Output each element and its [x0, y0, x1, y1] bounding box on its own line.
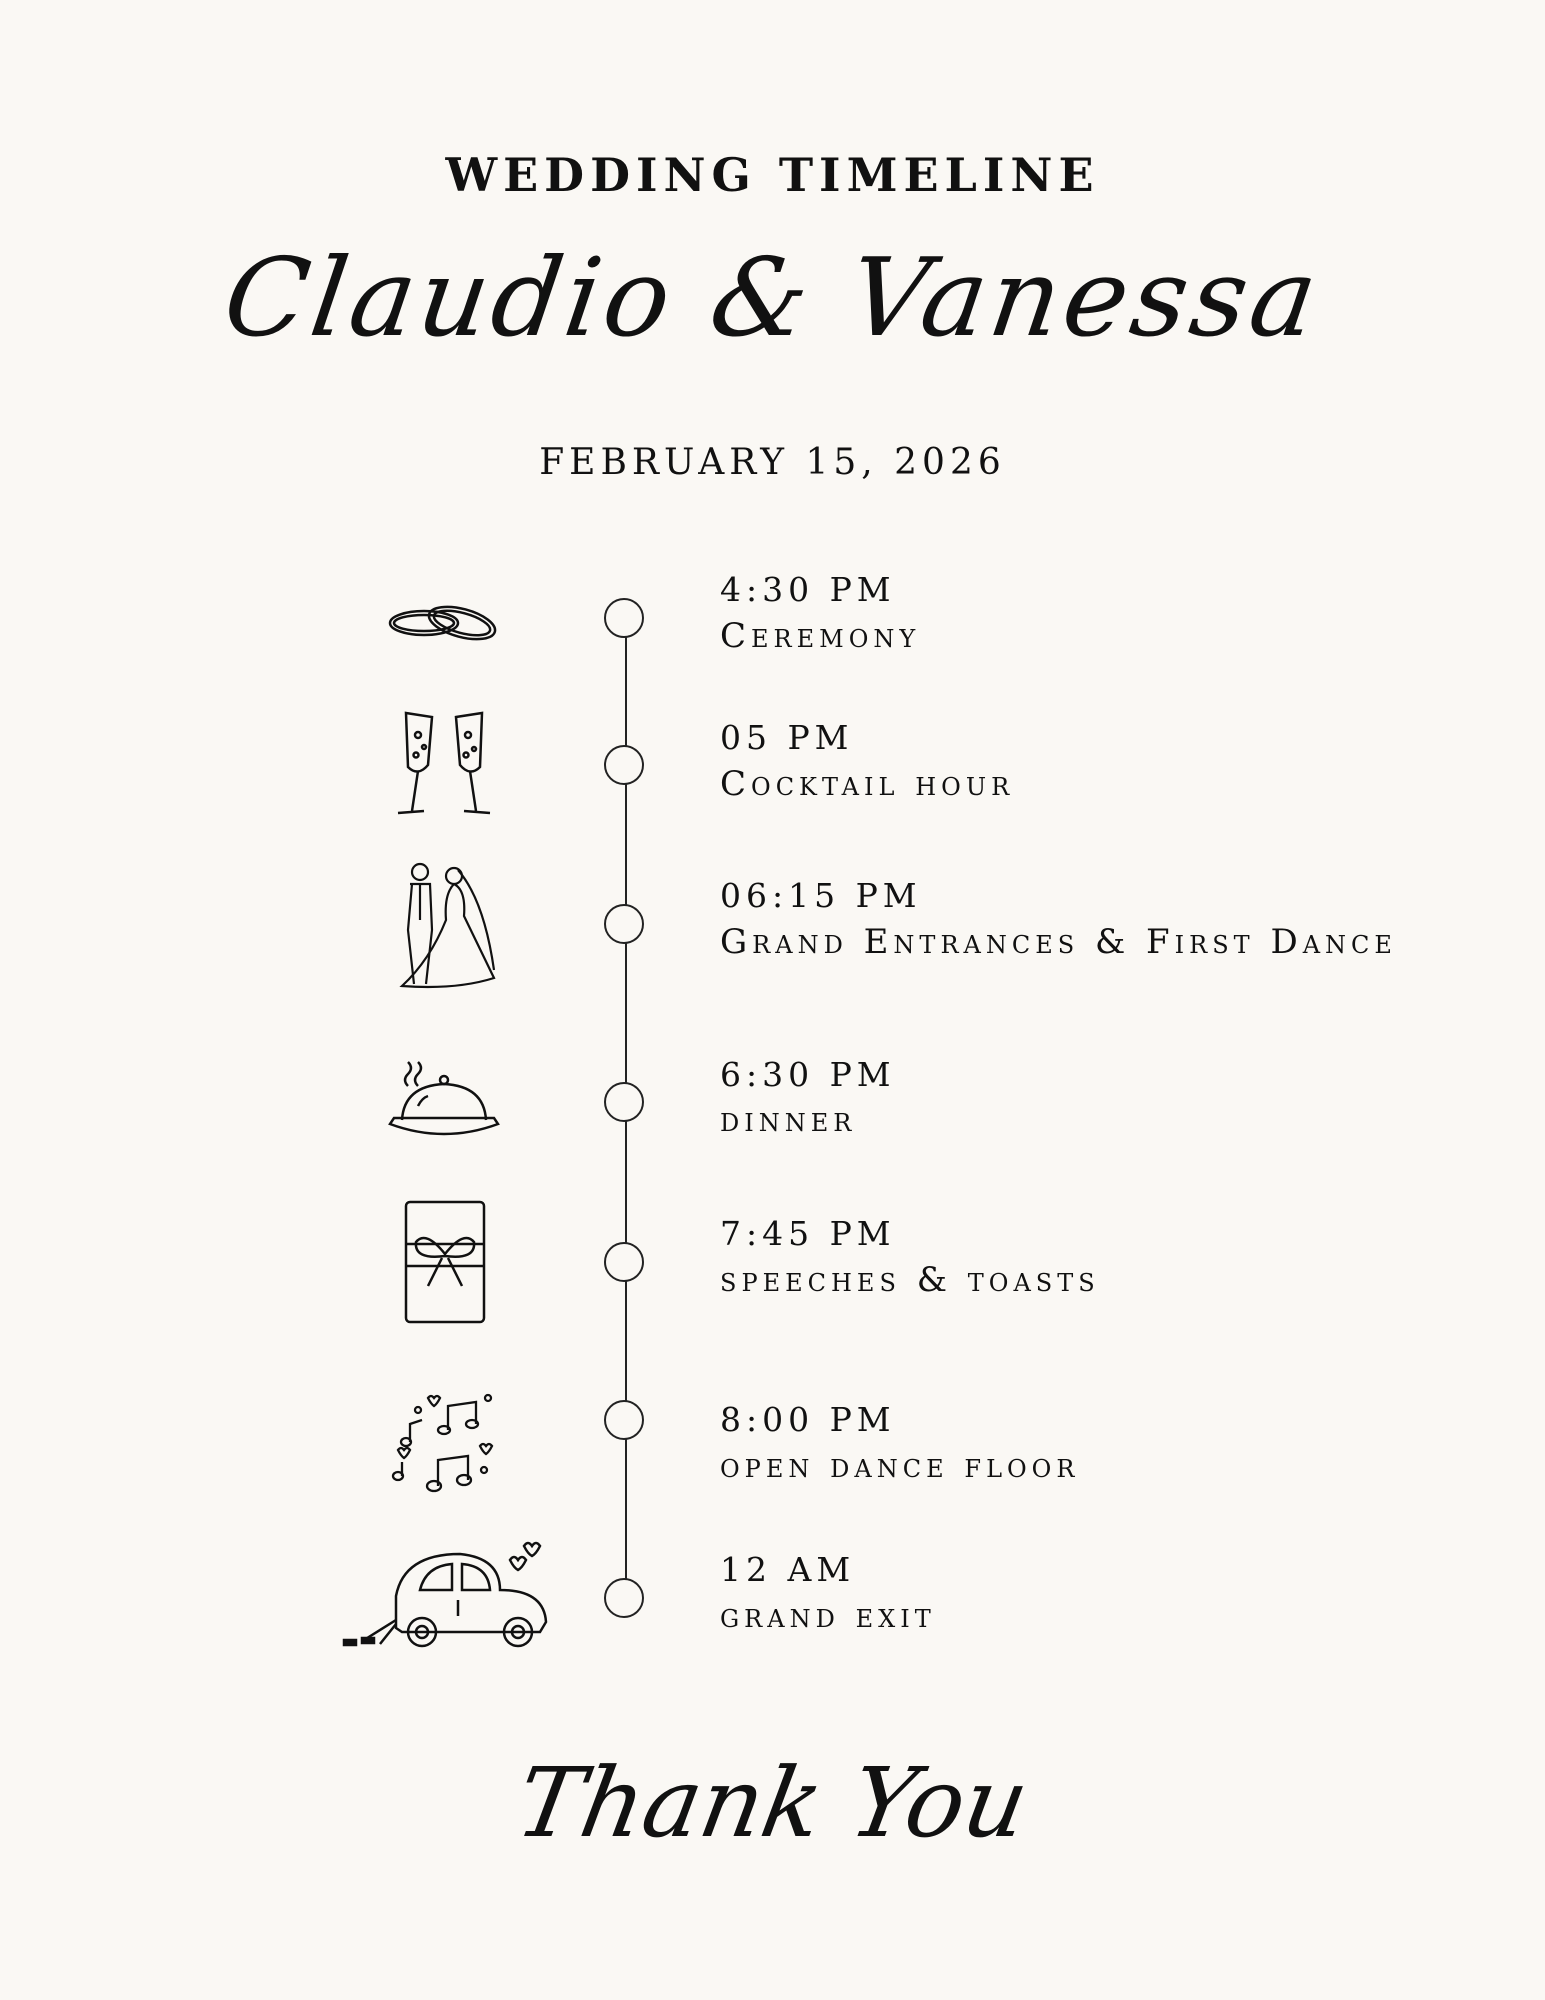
timeline-node: [604, 1082, 644, 1122]
event-label: Grand Entrances & First Dance: [720, 922, 1397, 962]
event-label: open dance floor: [720, 1446, 1080, 1486]
event-time: 6:30 PM: [720, 1055, 896, 1094]
timeline-node: [604, 904, 644, 944]
bride-groom-icon: [396, 860, 500, 992]
timeline-node: [604, 745, 644, 785]
event-label: grand exit: [720, 1596, 936, 1636]
event-time: 4:30 PM: [720, 570, 896, 609]
timeline-node: [604, 1578, 644, 1618]
event-time: 05 PM: [720, 718, 854, 757]
timeline-node: [604, 1400, 644, 1440]
event-label: speeches & toasts: [720, 1260, 1100, 1300]
champagne-toast-icon: [388, 705, 500, 820]
cloche-icon: [388, 1060, 500, 1140]
event-label: Cocktail hour: [720, 764, 1015, 804]
page-title: WEDDING TIMELINE: [445, 148, 1100, 202]
couple-names: Claudio & Vanessa: [216, 236, 1329, 361]
event-time: 8:00 PM: [720, 1400, 896, 1439]
thank-you-note: Thank You: [508, 1747, 1037, 1859]
event-time: 06:15 PM: [720, 876, 922, 915]
gift-box-icon: [404, 1200, 486, 1324]
timeline-node: [604, 598, 644, 638]
event-time: 7:45 PM: [720, 1214, 896, 1253]
just-married-car-icon: [340, 1540, 550, 1650]
event-label: dinner: [720, 1100, 857, 1140]
wedding-rings-icon: [388, 598, 500, 648]
music-notes-icon: [388, 1390, 500, 1502]
event-time: 12 AM: [720, 1550, 856, 1589]
timeline-node: [604, 1242, 644, 1282]
wedding-date: FEBRUARY 15, 2026: [539, 442, 1006, 483]
event-label: Ceremony: [720, 616, 921, 656]
